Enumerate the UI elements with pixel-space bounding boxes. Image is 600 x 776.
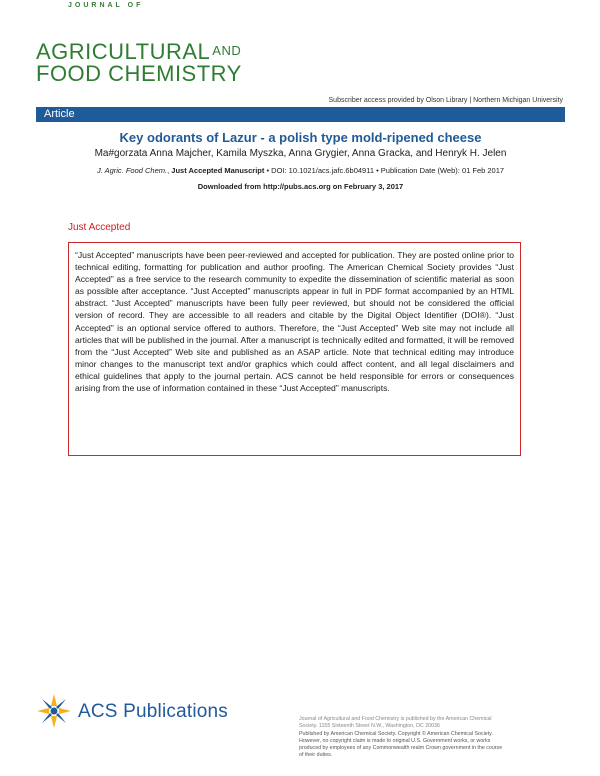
subscriber-access-note: Subscriber access provided by Olson Library | Northern Michigan University: [328, 97, 563, 104]
footer-line: of their duties.: [299, 752, 333, 759]
article-type-bar: [36, 107, 565, 122]
publisher-footer: [299, 716, 569, 760]
article-title: Key odorants of Lazur - a polish type mold-ripened cheese: [119, 130, 482, 145]
footer-line: Published by American Chemical Society. Copyright © American Chemical Society.: [299, 730, 493, 737]
acs-logo-icon: [36, 693, 72, 729]
footer-line: However, no copyright claim is made to original U.S. Government works, or works: [299, 737, 491, 744]
just-accepted-heading: Just Accepted: [68, 222, 131, 233]
footer-line: produced by employees of any Commonwealth realm Crown government in the course: [299, 745, 503, 752]
citation-line: [36, 166, 565, 175]
journal-of-label: JOURNAL OF: [68, 2, 144, 9]
footer-line: Journal of Agricultural and Food Chemistry is published by the American Chemical: [299, 716, 492, 722]
author-list: Ma#gorzata Anna Majcher, Kamila Myszka, Anna Grygier, Anna Gracka, and Henryk H. Jelen: [94, 148, 507, 159]
footer-line: Society. 1155 Sixteenth Street N.W., Washington, DC 20036: [299, 723, 440, 730]
journal-title-line2: FOOD CHEMISTRY: [36, 61, 242, 86]
journal-title-agricultural: AGRICULTURAL: [36, 39, 211, 64]
just-accepted-notice-text: “Just Accepted” manuscripts have been peer-reviewed and accepted for publication. They are posted online prior to technical editing, formatting for publication and author proofing. The American Chemical Society provides “Just Accepted” as a free service to the research community to expedite the dissemination of scientific material as soon as possible after acceptance. “Just Accepted” manuscripts appear in full in PDF format accompanied by an HTML abstract. “Just Accepted” manuscripts have been fully peer reviewed, but should not be considered the official version of record. They are accessible to all readers and citable by the Digital Object Identifier (DOI®). “Just Accepted” is an optional service offered to authors. Therefore, the “Just Accepted” Web site may not include all articles that will be published in the journal. After a manuscript is technically edited and formatted, it will be removed from the “Just Accepted” Web site and published as an ASAP article. Note that technical editing may introduce minor changes to the manuscript text and/or graphics which could affect content, and all legal disclaimers and ethical guidelines that apply to the journal pertain. ACS cannot be held responsible for errors or consequences arising from the use of information contained in these “Just Accepted” manuscripts.: [75, 250, 514, 394]
citation-status: Just Accepted Manuscript: [171, 166, 265, 175]
citation-journal: J. Agric. Food Chem.: [96, 166, 168, 175]
just-accepted-notice-box: [68, 242, 521, 456]
citation-doi-date: • DOI: 10.1021/acs.jafc.6b04911 • Publication Date (Web): 01 Feb 2017: [264, 166, 505, 175]
journal-title-line1: [36, 40, 241, 63]
download-note: Downloaded from http://pubs.acs.org on February 3, 2017: [197, 182, 404, 191]
acs-publications-wordmark: ACS Publications: [78, 701, 228, 722]
journal-title-and: AND: [212, 43, 242, 58]
article-type-label: Article: [44, 108, 75, 120]
citation-separator: ,: [167, 166, 172, 175]
